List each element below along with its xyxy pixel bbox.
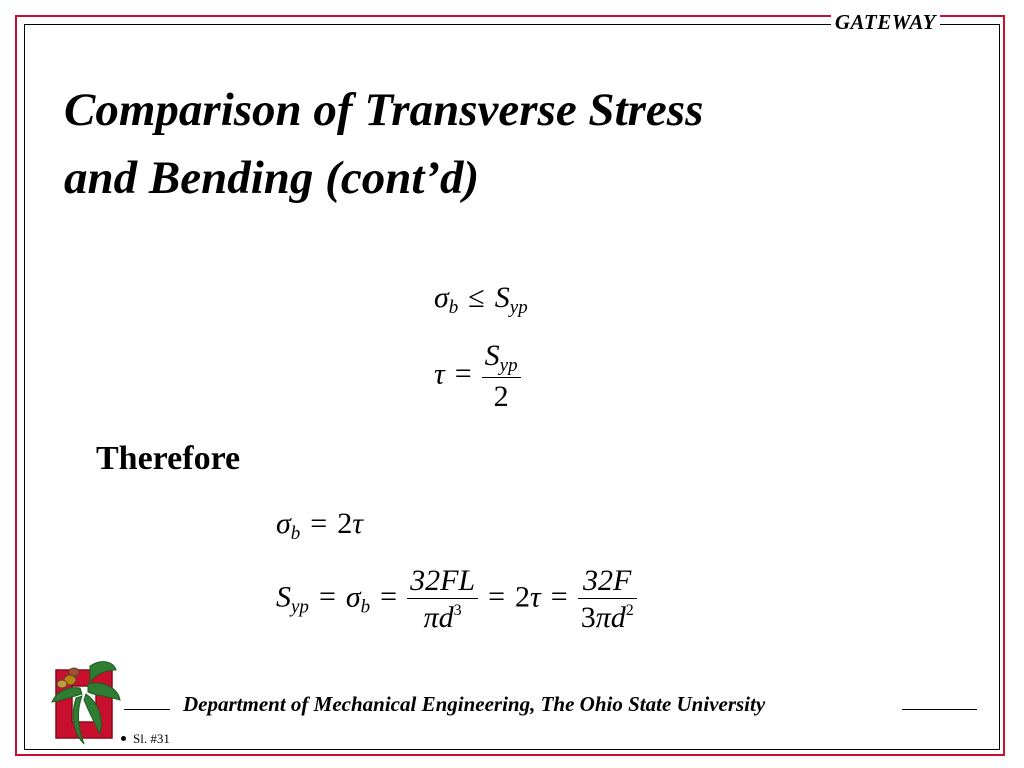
- S-symbol: S: [276, 580, 291, 614]
- S-symbol: S: [494, 281, 510, 314]
- subscript-yp: yp: [499, 355, 518, 376]
- slide-title: [64, 76, 884, 212]
- S-symbol: S: [484, 339, 500, 372]
- equation-bending-limit: [434, 283, 528, 317]
- coefficient-2: 2: [515, 580, 531, 614]
- numerator-32F: 32F: [578, 566, 637, 599]
- tau-symbol: τ: [530, 580, 541, 614]
- tau-symbol: τ: [352, 507, 363, 540]
- equation-shear-limit: [434, 341, 521, 412]
- sigma-symbol: σ: [434, 281, 449, 314]
- subscript-b: b: [290, 523, 301, 544]
- title-line-1: Comparison of Transverse Stress: [64, 84, 704, 136]
- equals-operator: =: [454, 357, 472, 391]
- sigma-symbol: σ: [276, 507, 291, 540]
- equals-operator: =: [318, 580, 336, 614]
- sigma-symbol: σ: [345, 580, 361, 614]
- subscript-b: b: [448, 297, 459, 318]
- equals-operator: =: [550, 580, 568, 614]
- gateway-brand: GATEWAY: [831, 10, 940, 34]
- equals-operator: =: [310, 507, 328, 540]
- fraction-syp-over-2: [482, 341, 521, 412]
- coefficient-3: 3: [580, 601, 596, 634]
- therefore-label: Therefore: [96, 440, 241, 477]
- exponent-3: 3: [453, 602, 462, 619]
- pi-symbol: π: [423, 601, 439, 634]
- d-symbol: d: [610, 601, 626, 634]
- ohio-state-logo-icon: [44, 656, 124, 752]
- pi-symbol: π: [595, 601, 611, 634]
- exponent-2: 2: [625, 602, 634, 619]
- department-name: Department of Mechanical Engineering, The Ohio State University: [183, 692, 766, 716]
- subscript-yp: yp: [509, 297, 528, 318]
- fraction-32FL-over-pi-d3: [407, 566, 478, 633]
- bullet-dot: [121, 736, 126, 741]
- equals-operator: =: [380, 580, 398, 614]
- equation-syp-chain: [276, 566, 637, 633]
- slide-number: Sl. #31: [133, 731, 170, 746]
- equals-operator: =: [488, 580, 506, 614]
- subscript-b: b: [360, 596, 371, 618]
- footer-rule-right: [902, 709, 977, 710]
- equation-sigma-equals-2tau: [276, 509, 363, 543]
- title-line-2: and Bending (cont’d): [64, 152, 480, 204]
- fraction-32F-over-3pi-d2: [578, 566, 637, 633]
- footer-rule-left: [124, 709, 170, 710]
- leq-operator: ≤: [468, 281, 485, 314]
- d-symbol: d: [438, 601, 454, 634]
- coefficient-2: 2: [337, 507, 353, 540]
- numerator-32FL: 32FL: [407, 566, 478, 599]
- tau-symbol: τ: [434, 357, 445, 391]
- denominator-2: 2: [493, 380, 509, 413]
- subscript-yp: yp: [291, 596, 309, 618]
